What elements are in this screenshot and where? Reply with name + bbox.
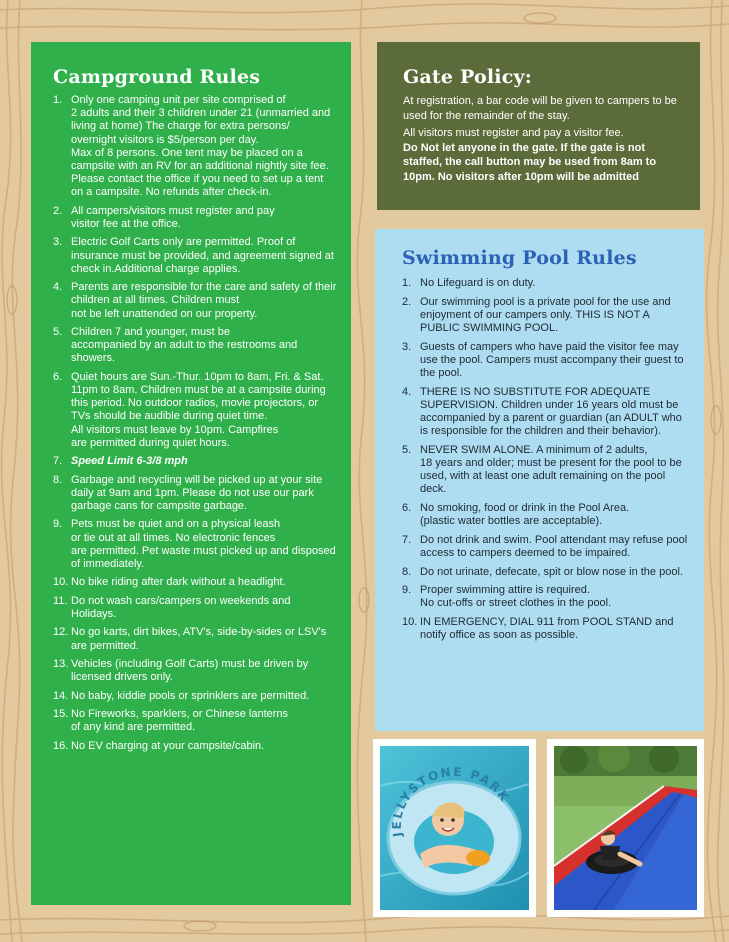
pool-rule-7 <box>402 534 690 560</box>
rule-text: No bike riding after dark without a headlight. <box>71 576 286 589</box>
rule-number: 12. <box>53 626 69 639</box>
rule-number: 13. <box>53 657 69 670</box>
rule-text: Garbage and recycling will be picked up at your site daily at 9am and 1pm. Please do not use our park garbage cans for campsite garbage. <box>71 473 323 512</box>
pool-rule-4 <box>402 386 690 439</box>
rule-number: 2. <box>402 295 412 308</box>
rule-number: 15. <box>53 707 69 720</box>
tube-lettering: JELLYSTONE PARK <box>389 764 513 838</box>
pool-rule-1 <box>402 277 690 290</box>
rule-text: Only one camping unit per site comprised of 2 adults and their 3 children under 21 (unmarried and living at home) The charge for extra persons/ overnight visitors is $5/person per day. Max of 8 persons. One tent may be placed on a campsite with an RV for an additional nightly site fee. Please contact the office if you need to set up a tent on a campsite. No refunds after check-in. <box>71 94 331 199</box>
rule-text: No baby, kiddie pools or sprinklers are permitted. <box>71 689 310 702</box>
rule-number: 6. <box>53 370 63 383</box>
campground-rule-8 <box>53 474 337 514</box>
campground-rule-1 <box>53 94 337 200</box>
rule-number: 10. <box>402 615 418 628</box>
tube-slide-image <box>554 746 697 910</box>
pool-rule-6 <box>402 502 690 528</box>
campground-rule-7 <box>53 455 337 468</box>
campground-rule-6 <box>53 371 337 450</box>
rule-number: 8. <box>53 473 63 486</box>
campground-rules-title: Campground Rules <box>53 66 261 88</box>
rule-text: No EV charging at your campsite/cabin. <box>71 739 265 752</box>
pool-rule-9 <box>402 584 690 610</box>
rule-text: NEVER SWIM ALONE. A minimum of 2 adults, 18 years and older; must be present for the pool to be used, with at least one adult remaining on the pool deck. <box>420 443 682 496</box>
campground-rule-11 <box>53 595 337 621</box>
rule-number: 2. <box>53 204 63 217</box>
campground-rule-5 <box>53 326 337 366</box>
rule-text: No go karts, dirt bikes, ATV's, side-by-sides or LSV's are permitted. <box>71 626 327 652</box>
slide-photo <box>547 739 704 917</box>
campground-rule-15 <box>53 708 337 734</box>
rule-number: 14. <box>53 689 69 702</box>
pool-rule-2 <box>402 296 690 336</box>
rule-text: All campers/visitors must register and pay visitor fee at the office. <box>71 204 275 231</box>
campground-rule-12 <box>53 626 337 652</box>
rule-number: 1. <box>402 277 412 289</box>
rule-text: No Lifeguard is on duty. <box>420 277 536 289</box>
rule-text: THERE IS NO SUBSTITUTE FOR ADEQUATE SUPERVISION. Children under 16 years old must be accompanied by a parent or guardian (an ADULT who is responsible for the children and their behavior). <box>420 385 682 438</box>
campground-rule-9 <box>53 518 337 571</box>
gate-policy-text-1: At registration, a bar code will be given to campers to be used for the remainder of the stay. <box>403 95 677 122</box>
pool-photo <box>373 739 536 917</box>
rule-text: Vehicles (including Golf Carts) must be driven by licensed drivers only. <box>71 657 309 684</box>
pool-rule-5 <box>402 444 690 497</box>
campground-rule-3 <box>53 236 337 276</box>
pool-rule-8 <box>402 566 690 579</box>
rule-text: Pets must be quiet and on a physical leash or tie out at all times. No electronic fences are permitted. Pet waste must picked up and disposed of immediately. <box>71 518 336 570</box>
gate-policy-title: Gate Policy: <box>403 66 532 88</box>
rule-text: Quiet hours are Sun.-Thur. 10pm to 8am, Fri. & Sat. 11pm to 8am. Children must be at a campsite during this period. No outdoor radios, movie projectors, or TVs should be audible during quiet time. All visitors must leave by 10pm. Campfires are permitted during quiet hours. <box>71 370 326 449</box>
pool-rule-10 <box>402 616 690 642</box>
rule-text: Do not wash cars/campers on weekends and Holidays. <box>71 594 291 620</box>
rule-number: 3. <box>53 236 63 249</box>
rule-number: 10. <box>53 576 69 589</box>
campground-rule-4 <box>53 281 337 321</box>
rule-number: 16. <box>53 739 69 752</box>
rule-text: Do not urinate, defecate, spit or blow nose in the pool. <box>420 565 683 578</box>
gate-policy-text-2: All visitors must register and pay a visitor fee. <box>403 127 624 139</box>
gate-policy-text-bold: Do Not let anyone in the gate. If the gate is not staffed, the call button may be used from 8am to 10pm. No visitors after 10pm will be admitted <box>403 141 657 183</box>
rule-text: No Fireworks, sparklers, or Chinese lanterns of any kind are permitted. <box>71 707 289 734</box>
rule-text: Proper swimming attire is required. No cut-offs or street clothes in the pool. <box>420 584 612 610</box>
rule-number: 4. <box>53 281 63 294</box>
rule-text: No smoking, food or drink in the Pool Area. (plastic water bottles are acceptable). <box>420 502 630 528</box>
swimming-pool-rules-list <box>402 277 690 642</box>
campground-rule-10 <box>53 576 337 589</box>
campground-rule-13 <box>53 658 337 684</box>
rule-number: 9. <box>402 584 412 597</box>
rule-text: Our swimming pool is a private pool for the use and enjoyment of our campers only. THIS IS NOT A PUBLIC SWIMMING POOL. <box>420 295 671 334</box>
rule-text: IN EMERGENCY, DIAL 911 from POOL STAND and notify office as soon as possible. <box>420 615 674 642</box>
rule-number: 8. <box>402 565 412 578</box>
rule-number: 7. <box>53 455 63 468</box>
swimming-pool-rules-panel <box>375 229 704 731</box>
rule-text: Children 7 and younger, must be accompanied by an adult to the restrooms and showers. <box>71 326 298 365</box>
campground-rule-2 <box>53 205 337 231</box>
rule-number: 3. <box>402 340 412 353</box>
rule-number: 5. <box>53 326 63 338</box>
campground-rule-16 <box>53 740 337 753</box>
rule-number: 11. <box>53 594 68 607</box>
rule-number: 4. <box>402 385 412 398</box>
rule-text: Speed Limit 6-3/8 mph <box>71 455 188 468</box>
rule-number: 6. <box>402 502 412 514</box>
rule-number: 7. <box>402 533 412 546</box>
rule-number: 1. <box>53 94 63 106</box>
rule-text: Guests of campers who have paid the visitor fee may use the pool. Campers must accompany their guest to the pool. <box>420 340 684 379</box>
rule-number: 5. <box>402 443 412 456</box>
swimming-pool-rules-title: Swimming Pool Rules <box>402 247 637 269</box>
gate-policy-panel <box>377 42 700 210</box>
rule-text: Parents are responsible for the care and safety of their children at all times. Children must not be left unattended on our property. <box>71 281 337 320</box>
child-in-tube-image <box>380 746 529 910</box>
rule-text: Electric Golf Carts only are permitted. Proof of insurance must be provided, and agreement signed at check in.Additional charge applies. <box>71 236 334 275</box>
pool-rule-3 <box>402 341 690 381</box>
rule-text: Do not drink and swim. Pool attendant may refuse pool access to campers deemed to be impaired. <box>420 533 688 559</box>
rule-number: 9. <box>53 518 63 531</box>
campground-rules-list <box>53 94 337 753</box>
campground-rule-14 <box>53 690 337 703</box>
campground-rules-panel <box>31 42 351 905</box>
